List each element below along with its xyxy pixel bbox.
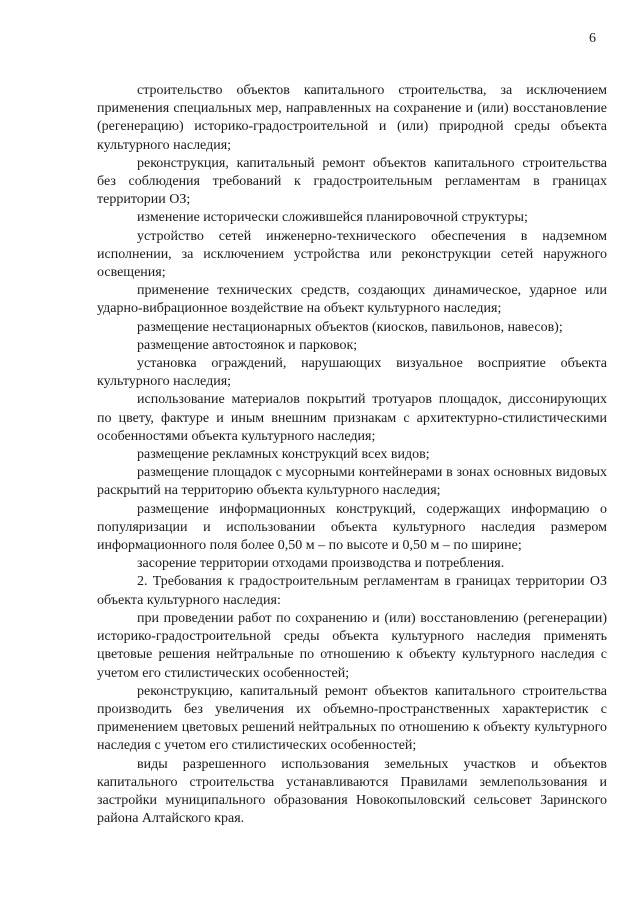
page-number: 6 xyxy=(589,31,596,46)
paragraph: реконструкция, капитальный ремонт объектов капитального строительства без соблюдения требований к градостроительным регламентам в границах территории ОЗ; xyxy=(97,155,607,208)
paragraph: применение технических средств, создающих динамическое, ударное или ударно-вибрационное воздействие на объект культурного наследия; xyxy=(97,283,607,317)
paragraph: при проведении работ по сохранению и (или) восстановлению (регенерации) историко-градостроительной среды объекта культурного наследия применять цветовые решения нейтральные по отношению к объекту культурного наследия с учетом его стилистических особенностей; xyxy=(97,610,607,681)
paragraph: строительство объектов капитального строительства, за исключением применения специальных мер, направленных на сохранение и (или) восстановление (регенерацию) историко-градостроительной и (или) природной среды объекта культурного наследия; xyxy=(97,83,607,153)
document-body xyxy=(97,82,607,828)
paragraph: использование материалов покрытий тротуаров площадок, диссонирующих по цвету, фактуре и иным внешним признакам с архитектурно-стилистическими особенностями объекта культурного наследия; xyxy=(97,392,607,444)
paragraph: установка ограждений, нарушающих визуальное восприятие объекта культурного наследия; xyxy=(97,356,607,390)
paragraph: засорение территории отходами производства и потребления. xyxy=(137,556,505,572)
paragraph: устройство сетей инженерно-технического обеспечения в надземном исполнении, за исключением устройства или реконструкции сетей наружного освещения; xyxy=(97,228,607,281)
section-heading-paragraph: 2. Требования к градостроительным регламентам в границах территории ОЗ объекта культурного наследия: xyxy=(97,574,607,608)
paragraph: размещение площадок с мусорными контейнерами в зонах основных видовых раскрытий на территорию объекта культурного наследия; xyxy=(97,465,607,499)
paragraph: виды разрешенного использования земельных участков и объектов капитального строительства устанавливаются Правилами землепользования и застройки муниципального образования Новокопыловский сельсовет Заринского района Алтайского края. xyxy=(97,756,607,827)
paragraph: размещение автостоянок и парковок; xyxy=(137,337,358,353)
paragraph: размещение информационных конструкций, содержащих информацию о популяризации и использовании объекта культурного наследия размером информационного поля более 0,50 м – по высоте и 0,50 м – по ширине; xyxy=(97,501,607,554)
paragraph: размещение нестационарных объектов (киосков, павильонов, навесов); xyxy=(137,319,563,335)
paragraph: реконструкцию, капитальный ремонт объектов капитального строительства производить без увеличения их объемно-пространственных характеристик с применением цветовых решений нейтральных по отношению к объекту культурного наследия с учетом его стилистических особенностей; xyxy=(97,683,607,754)
paragraph: размещение рекламных конструкций всех видов; xyxy=(137,447,430,463)
paragraph: изменение исторически сложившейся планировочной структуры; xyxy=(137,210,528,226)
